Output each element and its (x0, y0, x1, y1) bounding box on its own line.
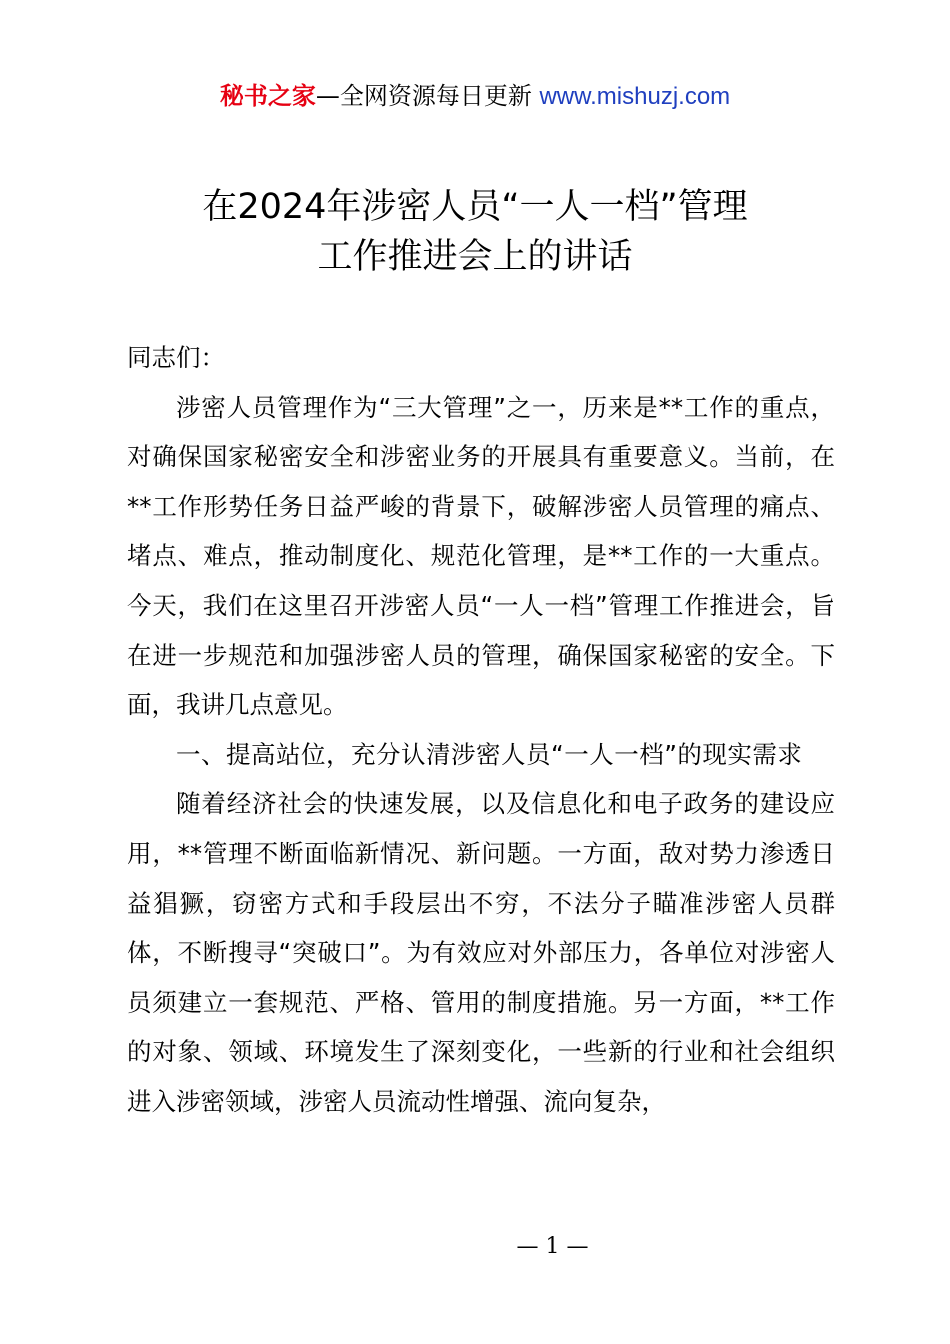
paragraph-section-1: 随着经济社会的快速发展，以及信息化和电子政务的建设应用，**管理不断面临新情况、新问题。一方面，敌对势力渗透日益猖獗，窃密方式和手段层出不穷，不法分子瞄准涉密人员群体，不断搜寻“突破口”。为有效应对外部压力，各单位对涉密人员须建立一套规范、严格、管用的制度措施。另一方面，**工作的对象、领域、环境发生了深刻变化，一些新的行业和社会组织进入涉密领域，涉密人员流动性增强、流向复杂， (127, 789, 835, 1116)
document-body (127, 333, 835, 1127)
brand-name: 秘书之家 (219, 82, 316, 110)
salutation: 同志们： (127, 343, 225, 372)
document-title (0, 182, 950, 282)
page-number: — 1 — (516, 1234, 589, 1259)
paragraph-intro: 涉密人员管理作为“三大管理”之一，历来是**工作的重点，对确保国家秘密安全和涉密业务的开展具有重要意义。当前，在**工作形势任务日益严峻的背景下，破解涉密人员管理的痛点、堵点、难点，推动制度化、规范化管理，是**工作的一大重点。今天，我们在这里召开涉密人员“一人一档”管理工作推进会，旨在进一步规范和加强涉密人员的管理，确保国家秘密的安全。下面，我讲几点意见。 (127, 392, 835, 720)
banner-slogan: —全网资源每日更新 (315, 82, 532, 110)
site-banner (0, 80, 950, 113)
site-url-link[interactable]: www.mishuzj.com (539, 83, 731, 110)
title-line-1: 在2024年涉密人员“一人一档”管理 (202, 187, 748, 227)
title-line-2: 工作推进会上的讲话 (317, 237, 633, 277)
section-heading-1: 一、提高站位，充分认清涉密人员“一人一档”的现实需求 (176, 739, 803, 769)
